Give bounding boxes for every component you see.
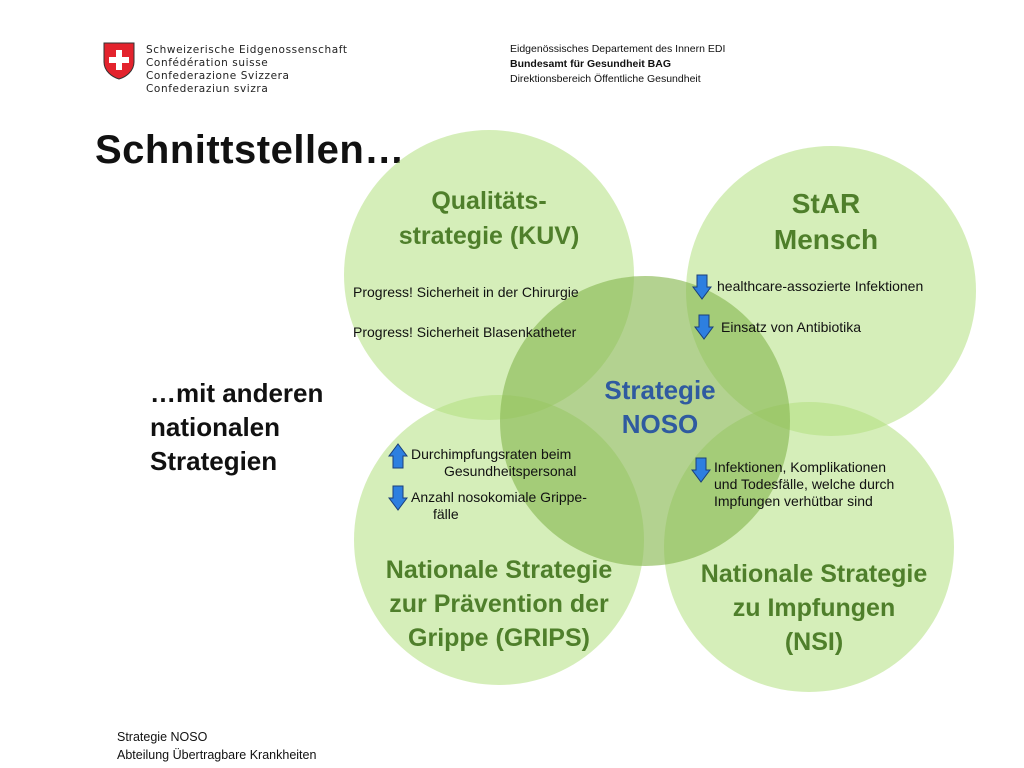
arrow-down-icon: [692, 274, 712, 300]
star-title-line: Mensch: [773, 224, 879, 255]
logo-line-fr: Confédération suisse: [146, 57, 269, 69]
nsi-title: [669, 557, 959, 659]
noso-title-line: Strategie: [604, 375, 716, 405]
arrow-down-icon: [694, 314, 714, 340]
confederation-name-block: [146, 44, 348, 96]
arrow-down-icon: [691, 457, 711, 483]
nsi-title-line: Nationale Strategie: [700, 560, 928, 588]
side-caption-line: Strategien: [150, 446, 278, 476]
grips-item-line: Gesundheitspersonal: [444, 463, 577, 479]
side-caption-line: nationalen: [150, 412, 281, 442]
logo-line-it: Confederazione Svizzera: [146, 70, 290, 82]
grips-item-line: Anzahl nosokomiale Grippe-: [411, 489, 587, 505]
star-title-line: StAR: [791, 188, 861, 219]
kuv-title: [344, 184, 634, 254]
department-line: Eidgenössisches Departement des Innern EDI: [510, 43, 726, 55]
grips-title-line: Nationale Strategie: [385, 556, 613, 584]
side-caption-line: …mit anderen: [150, 378, 324, 408]
star-item-antibiotics: Einsatz von Antibiotika: [721, 319, 862, 335]
page-title: Schnittstellen…: [95, 128, 405, 172]
noso-title: [515, 373, 805, 441]
footer-line: Abteilung Übertragbare Krankheiten: [117, 748, 317, 762]
swiss-coat-of-arms: [103, 42, 135, 80]
star-item-infections: healthcare-assozierte Infektionen: [717, 278, 924, 294]
kuv-item-catheter: Progress! Sicherheit Blasenkatheter: [353, 324, 577, 340]
grips-item-line: fälle: [433, 506, 459, 522]
nsi-item-line: Infektionen, Komplikationen: [714, 459, 886, 475]
noso-title-line: NOSO: [621, 409, 699, 439]
grips-title-line: Grippe (GRIPS): [408, 624, 590, 652]
kuv-title-line: strategie (KUV): [398, 222, 580, 250]
grips-title-line: zur Prävention der: [389, 590, 609, 618]
nsi-title-line: zu Impfungen: [732, 594, 896, 622]
grips-item-vaccination-rates: [411, 446, 576, 480]
grips-item-nosocomial-flu: [411, 489, 587, 523]
nsi-item-preventable: [714, 459, 894, 510]
nsi-item-line: Impfungen verhütbar sind: [714, 493, 873, 509]
logo-line-rm: Confederaziun svizra: [146, 83, 269, 95]
footer-line: Strategie NOSO: [117, 730, 208, 744]
arrow-down-icon: [388, 485, 408, 511]
kuv-item-surgery: Progress! Sicherheit in der Chirurgie: [353, 284, 579, 300]
kuv-title-line: Qualitäts-: [431, 187, 547, 215]
star-title: [686, 186, 966, 258]
grips-title: [354, 553, 644, 655]
arrow-up-icon: [388, 443, 408, 469]
grips-item-line: Durchimpfungsraten beim: [411, 446, 572, 462]
directorate-line: Direktionsbereich Öffentliche Gesundheit: [510, 73, 701, 85]
office-line: Bundesamt für Gesundheit BAG: [510, 58, 672, 70]
nsi-title-line: (NSI): [784, 628, 844, 656]
side-caption: [150, 376, 323, 478]
footer: [117, 728, 316, 764]
logo-line-de: Schweizerische Eidgenossenschaft: [146, 44, 348, 56]
nsi-item-line: und Todesfälle, welche durch: [714, 476, 895, 492]
department-block: [510, 42, 725, 87]
